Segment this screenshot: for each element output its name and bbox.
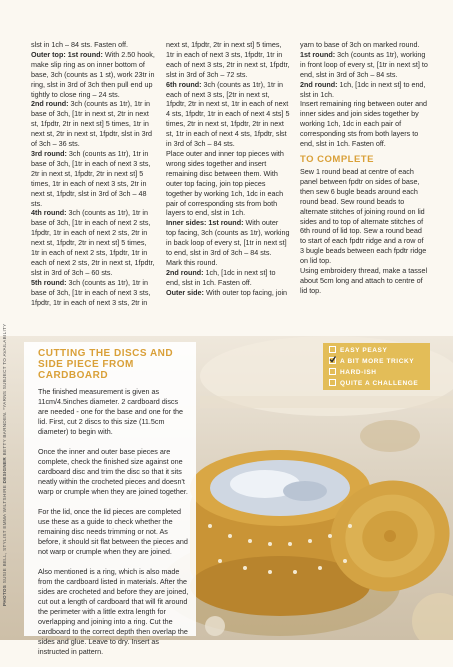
skill-level-hard: HARD-ISH [329, 368, 377, 376]
pattern-column-1 [31, 40, 155, 307]
skill-level-easy: EASY PEASY [329, 346, 387, 354]
pattern-para: Outer side: With outer top facing, join [166, 287, 288, 297]
pattern-para: 5th round: 3ch (counts as 1tr), 1tr in base of 3ch, [1tr in each of next 3 sts, 1fpdtr, 1tr in each of next 3 sts, 2tr in [31, 277, 151, 307]
pattern-para: 2nd round: 1ch, [1dc in next st] to end, slst in 1ch. Fasten off. [166, 267, 276, 287]
pattern-para: Using embroidery thread, make a tassel about 5cm long and attach to centre of lid top. [300, 266, 428, 295]
pattern-column-2 [166, 40, 290, 298]
panel-para: Once the inner and outer base pieces are complete, check the finished size against one cardboard disc and trim the disc so that it sits neatly within the crocheted pieces and doesn't warp or crumple when they are joined together. [38, 447, 188, 496]
panel-para: For the lid, once the lid pieces are completed use these as a guide to check whether the remaining disc needs trimming or not. As before, it should sit flat between the pieces and not warp or crumple when they are joined. [38, 507, 188, 556]
panel-body [38, 387, 190, 667]
pattern-para: Inner sides: 1st round: With outer top facing, 3ch (counts as 1tr), working in back loop of every st, [1tr in next st] to end, slst in 3rd of 3ch – 84 sts. [166, 218, 290, 258]
panel-para: The finished measurement is given as 11cm/4.5inches diameter. 2 cardboard discs are needed - one for the base and one for the lid. First, cut 2 discs to this size (11.5cm diameter) to begin with. [38, 387, 184, 436]
pattern-para: 6th round: 3ch (counts as 1tr), 1tr in each of next 3 sts, [2tr in next st, 1fpdtr, 2tr in next st, 1tr in each of next 4 sts, 1fpdtr, 1tr in each of next 4 sts] 5 times, 2tr in next st, 1fpdtr, 2tr in next st, 1tr in each of next 4 sts, 1fpdtr, slst in 3rd of 3ch – 84 sts. [166, 79, 290, 149]
pattern-para: slst in 1ch – 84 sts. Fasten off. [31, 40, 128, 49]
pattern-para: Mark this round. [166, 257, 218, 267]
skill-level-challenge: QUITE A CHALLENGE [329, 379, 418, 387]
pattern-para: Sew 1 round bead at centre of each panel between fpdtr on sides of base, then sew 6 bugle beads around each round bead. Sew round beads to alternate stitches of joining round on lid sides and to top of alternate stitches of 6th round of lid top. Sew a round bead to start of each fpdtr ridge and a row of 3 bugle beads between each fpdtr ridge on lid top. [300, 166, 427, 266]
pattern-para: 2nd round: 3ch (counts as 1tr), 1tr in base of 3ch, [1tr in next st, 2tr in next st, 1fpdtr, 2tr in next st] 5 times, 1tr in next st, 2tr in next st, 1fpdtr, slst in 3rd of 3ch – 36 sts. [31, 99, 153, 149]
pattern-para: 3rd round: 3ch (counts as 1tr), 1tr in base of 3ch, [1tr in each of next 3 sts, 2tr in next st, 1fpdtr, 2tr in next st] 5 times, 1tr in each of next 3 sts, 2tr in next st, 1fpdtr, slst in 3rd of 3ch – 48 sts. [31, 148, 151, 208]
pattern-para: 1st round: 3ch (counts as 1tr), working in front loop of every st, [1tr in next st] to end, slst in 3rd of 3ch – 84 sts. [300, 49, 428, 79]
photo-credit: PHOTOS SUSIE BELL, STYLIST EMMA WILTSHIRE DESIGNER BETTY BARNDEN. *YARNS SUBJECT TO AVAILABILITY [2, 323, 7, 606]
panel-title: CUTTING THE DISCS AND SIDE PIECE FROM CARDBOARD [38, 348, 174, 381]
checkbox-checked-icon [329, 357, 336, 364]
pattern-para: yarn to base of 3ch on marked round. [300, 40, 420, 49]
pattern-para: Insert remaining ring between outer and inner sides and join sides together by working 1ch, 1dc in each pair of corresponding sts from both layers to end, slst in 1ch. Fasten off. [300, 99, 428, 149]
pattern-para: next st, 1fpdtr, 2tr in next st] 5 times, 1tr in each of next 3 sts, 1fpdtr, 1tr in each of next 3 sts, 2tr in next st, 1fpdtr, slst in 3rd of 3ch – 72 sts. [166, 40, 290, 79]
to-complete-heading: TO COMPLETE [300, 153, 374, 165]
checkbox-icon [329, 368, 336, 375]
pattern-para: Place outer and inner top pieces with wrong sides together and insert remaining disc between them. With outer top facing, join top pieces together by working 1ch, 1dc in each pair of corresponding sts from both layers to end, slst in 1ch. [166, 148, 284, 218]
checkbox-icon [329, 346, 336, 353]
skill-level-tricky: A BIT MORE TRICKY [329, 357, 414, 365]
pattern-column-3 [300, 40, 428, 296]
checkbox-icon [329, 379, 336, 386]
pattern-para: Outer top: 1st round: With 2.50 hook, make slip ring as on inner bottom of base, 3ch (counts as 1 st), work 23tr in ring, slst in 3rd of 3ch then pull end up tightly to close ring – 24 sts. [31, 49, 155, 99]
panel-para: Also mentioned is a ring, which is also made from the cardboard listed in materials. After the sides are crocheted and before they are joined, cut out a length of cardboard that will fit around the perimeter with a little extra length for overlapping and joining into a ring. Cut the cardboard to the correct depth then overlap the sides and glue. Leave to dry. Insert as instructed in pattern. [38, 567, 189, 656]
pattern-para: 2nd round: 1ch, [1dc in next st] to end, slst in 1ch. [300, 79, 426, 99]
pattern-para: 4th round: 3ch (counts as 1tr), 1tr in base of 3ch, [1tr in each of next 2 sts, 1fpdtr, 1tr in each of next 2 sts, 2tr in next st, 1fpdtr, 2tr in next st] 5 times, 1tr in each of next 2 sts, 1fpdtr, 1tr in each of next 2 sts, 2tr in next st, 1fpdtr, slst in 3rd of 3ch – 60 sts. [31, 208, 155, 277]
